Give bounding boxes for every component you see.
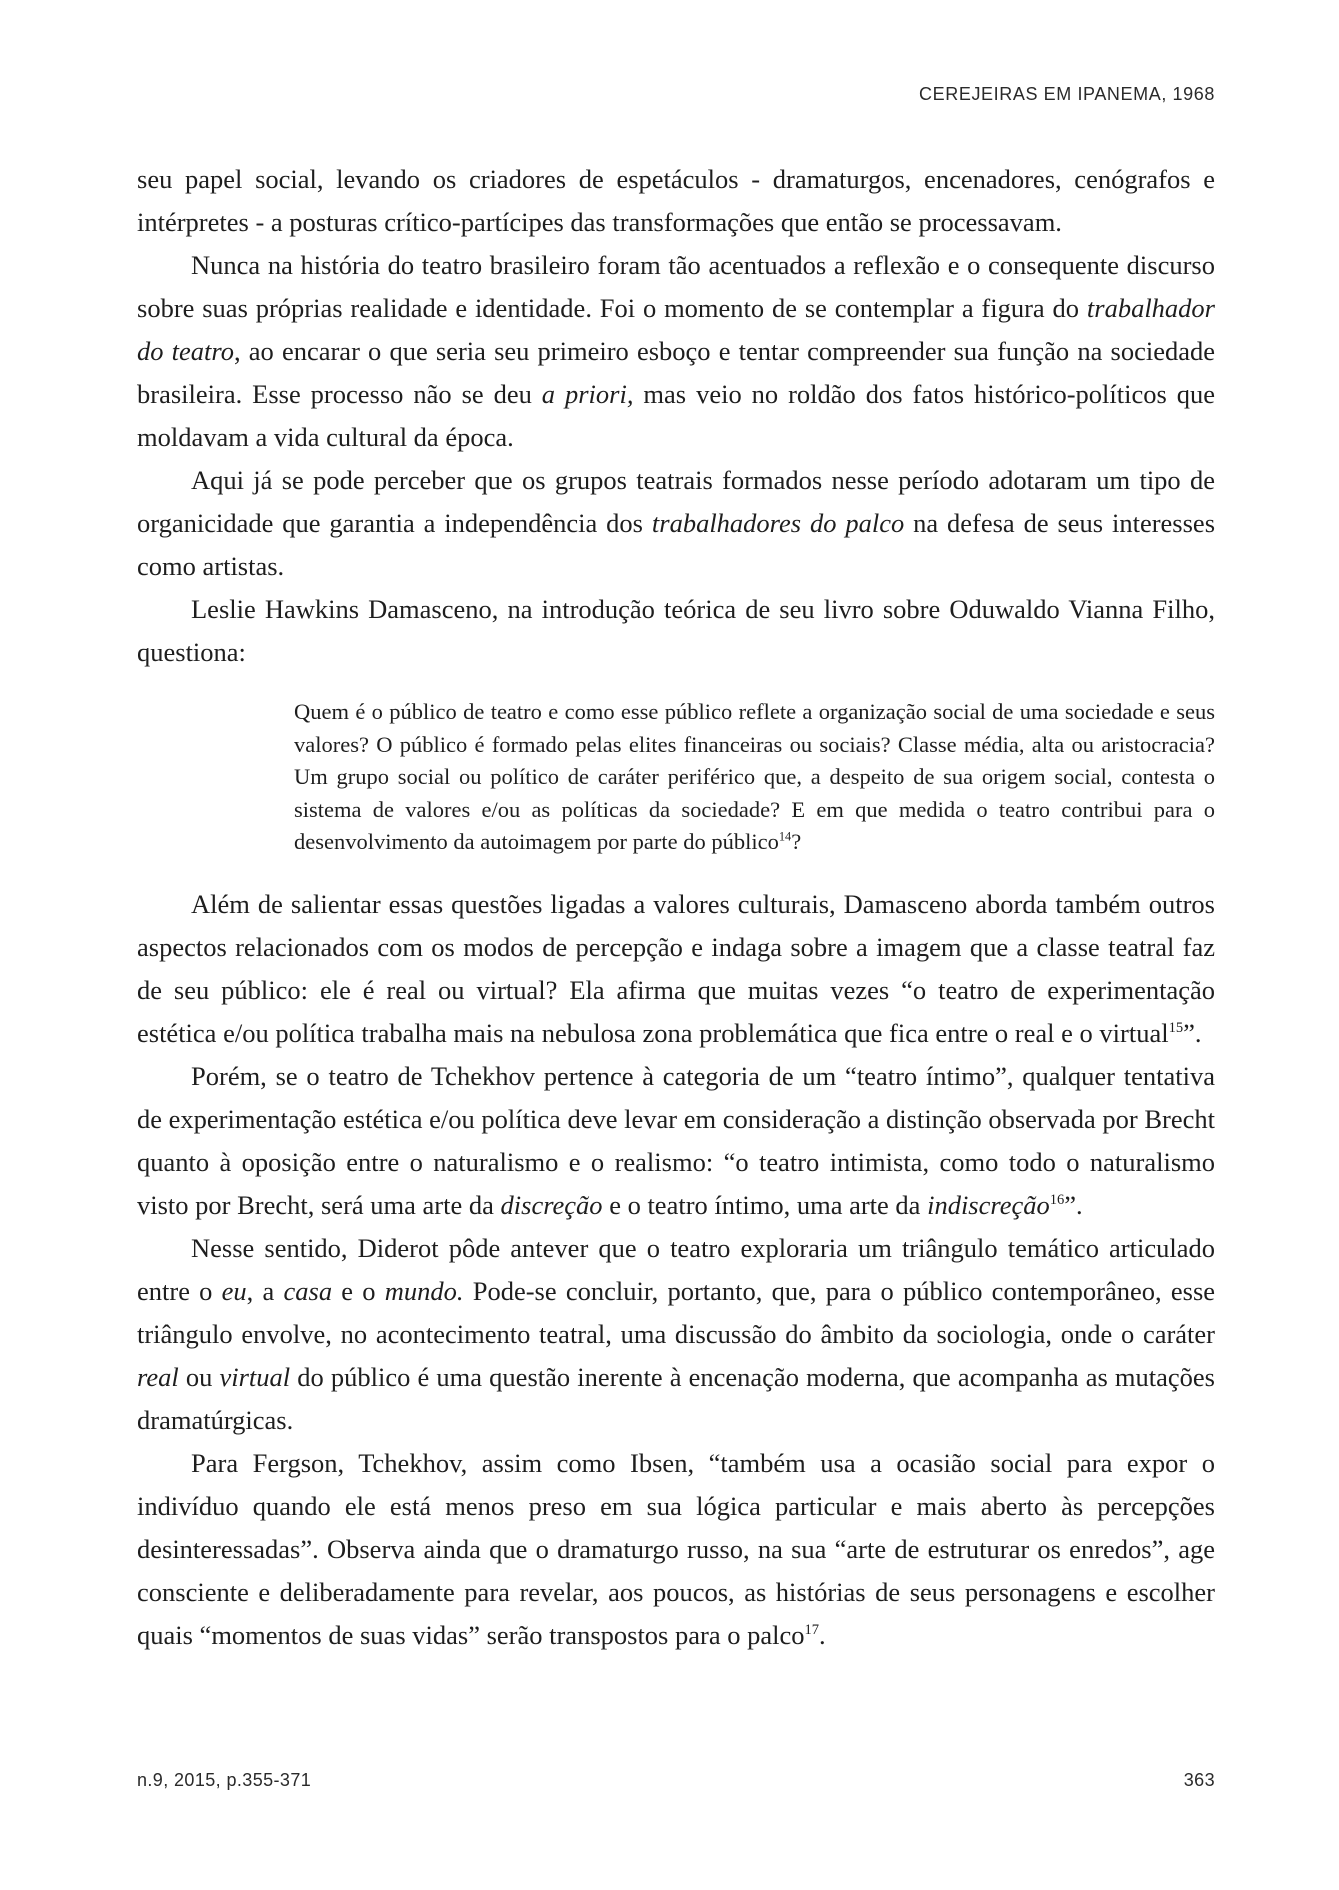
paragraph-text: ”.	[1183, 1017, 1202, 1048]
paragraph	[137, 1442, 1215, 1657]
article-body	[137, 158, 1215, 1657]
paragraph-text: Pode-se concluir, portanto, que, para o público contemporâneo, esse triângulo envolve, no acontecimento teatral, uma discussão do âmbito da sociologia, onde o caráter	[137, 1275, 1216, 1349]
paragraph	[137, 1055, 1215, 1227]
paragraph-text: e o	[332, 1275, 385, 1306]
quote-end: ?	[791, 829, 802, 854]
paragraph-text: , a	[246, 1275, 284, 1306]
page-footer	[137, 1770, 1215, 1791]
footnote-ref: 14	[778, 829, 792, 844]
emphasis: indiscreção	[927, 1189, 1050, 1220]
paragraph-text: Nesse sentido, Diderot pôde antever que o teatro exploraria um triângulo temático articulado entre o	[137, 1232, 1215, 1306]
block-quote	[294, 696, 1215, 859]
paragraph-text: ”.	[1064, 1189, 1083, 1220]
emphasis: real	[137, 1361, 179, 1392]
paragraph	[137, 1227, 1215, 1442]
running-head: CEREJEIRAS EM IPANEMA, 1968	[919, 84, 1215, 104]
footnote-ref: 15	[1168, 1019, 1184, 1036]
footnote-ref: 17	[804, 1621, 820, 1638]
emphasis: discreção	[500, 1189, 603, 1220]
paragraph-text: Para Fergson, Tchekhov, assim como Ibsen, “também usa a ocasião social para expor o indivíduo quando ele está menos preso em sua lógica particular e mais aberto às percepções desinteressadas”. Observa ainda que o dramaturgo russo, na sua “arte de estruturar os enredos”, age consciente e deliberadamente para revelar, aos poucos, as histórias de seus personagens e escolher quais “momentos de suas vidas” serão transpostos para o palco	[137, 1447, 1215, 1650]
citation: n.9, 2015, p.355-371	[137, 1770, 312, 1790]
paragraph-text: Porém, se o teatro de Tchekhov pertence à categoria de um “teatro íntimo”, qualquer tentativa de experimentação estética e/ou política deve levar em consideração a distinção observada por Brecht quanto à oposição entre o naturalismo e o realismo: “o teatro intimista, como todo o naturalismo visto por Brecht, será uma arte da	[137, 1060, 1215, 1220]
paragraph-text: Aqui já se pode perceber que os grupos teatrais formados nesse período adotaram um tipo de organicidade que garantia a independência dos	[137, 465, 1215, 538]
paragraph	[137, 883, 1215, 1055]
page-number: 363	[1183, 1770, 1215, 1790]
paragraph-text: mas veio no roldão dos fatos histórico-políticos que moldavam a vida cultural da época.	[137, 379, 1216, 452]
paragraph-text: Nunca na história do teatro brasileiro foram tão acentuados a reflexão e o consequente discurso sobre suas próprias realidade e identidade. Foi o momento de se contemplar a figura do	[137, 250, 1215, 323]
emphasis: virtual	[219, 1361, 291, 1392]
paragraph-text: ou	[178, 1361, 220, 1392]
paragraph-text: Leslie Hawkins Damasceno, na introdução teórica de seu livro sobre Oduwaldo Vianna Filho, questiona:	[137, 594, 1215, 667]
emphasis: trabalhador do teatro	[137, 293, 1215, 366]
paragraph-text: na defesa de seus interesses como artistas.	[137, 508, 1216, 581]
paragraph-text: seu papel social, levando os criadores de espetáculos - dramaturgos, encenadores, cenógrafos e intérpretes - a posturas crítico-partícipes das transformações que então se processavam.	[137, 164, 1215, 237]
paragraph-text: e o teatro íntimo, uma arte da	[602, 1189, 928, 1220]
emphasis: casa	[283, 1275, 333, 1306]
paragraph	[137, 244, 1215, 459]
emphasis: a priori,	[541, 379, 634, 409]
emphasis: trabalhadores do palco	[651, 508, 905, 538]
paragraph-text: .	[819, 1619, 826, 1650]
emphasis: eu	[221, 1275, 247, 1306]
paragraph-text: Além de salientar essas questões ligadas a valores culturais, Damasceno aborda também outros aspectos relacionados com os modos de percepção e indaga sobre a imagem que a classe teatral faz de seu público: ele é real ou virtual? Ela afirma que muitas vezes “o teatro de experimentação estética e/ou política trabalha mais na nebulosa zona problemática que fica entre o real e o virtual	[137, 888, 1215, 1048]
paragraph-text: , ao encarar o que seria seu primeiro esboço e tentar compreender sua função na sociedade brasileira. Esse processo não se deu	[137, 336, 1215, 409]
paragraph	[137, 588, 1215, 674]
emphasis: mundo.	[384, 1275, 464, 1306]
paragraph	[137, 459, 1215, 588]
paragraph-text: do público é uma questão inerente à encenação moderna, que acompanha as mutações dramatúrgicas.	[137, 1361, 1215, 1435]
paragraph	[137, 158, 1215, 244]
footnote-ref: 16	[1049, 1191, 1065, 1208]
quote-text: Quem é o público de teatro e como esse público reflete a organização social de uma sociedade e seus valores? O público é formado pelas elites financeiras ou sociais? Classe média, alta ou aristocracia? Um grupo social ou político de caráter periférico que, a despeito de sua origem social, contesta o sistema de valores e/ou as políticas da sociedade? E em que medida o teatro contribui para o desenvolvimento da autoimagem por parte do público	[294, 699, 1215, 854]
